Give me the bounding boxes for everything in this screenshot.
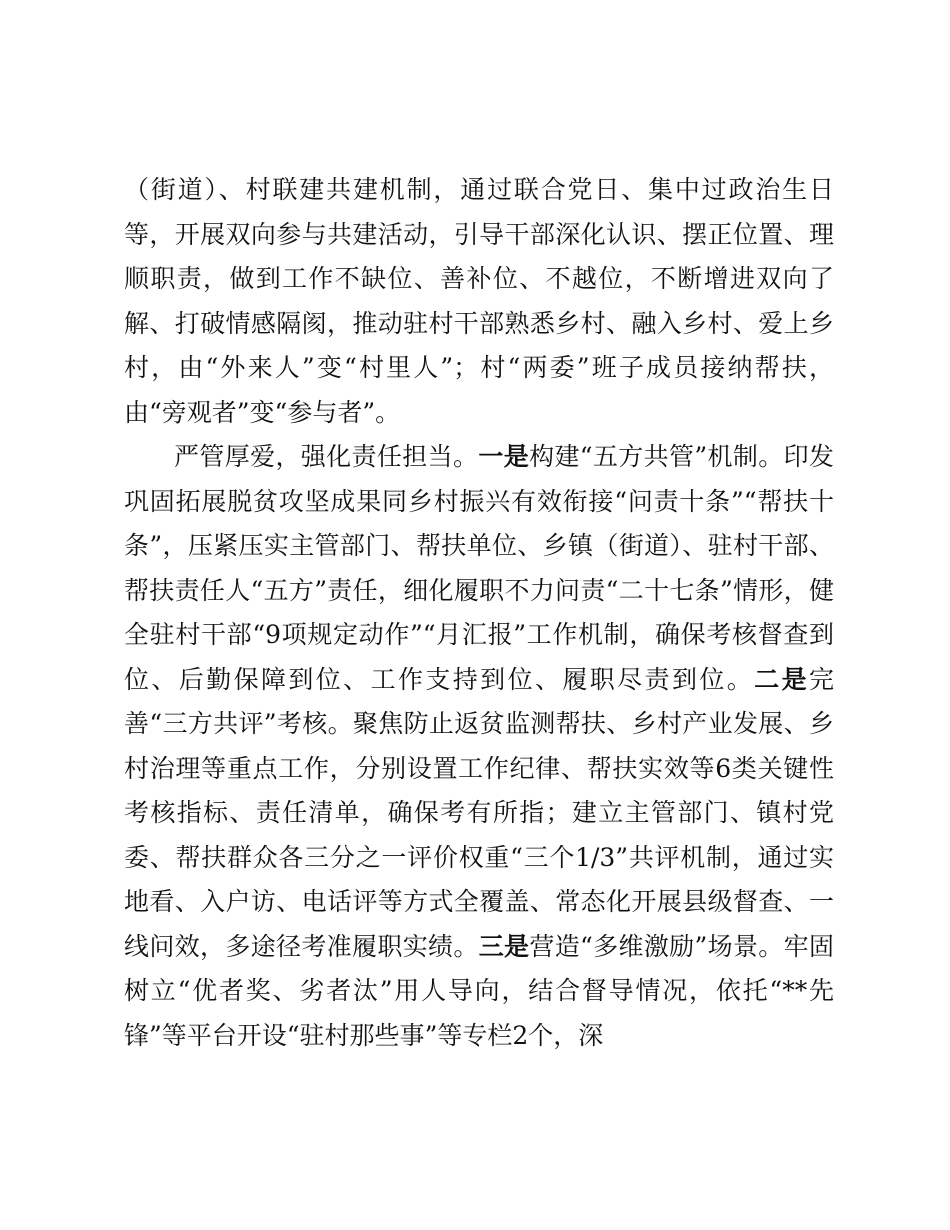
paragraph-2	[124, 435, 834, 1058]
paragraph-1	[124, 168, 834, 435]
lead-term-3: 三是	[478, 931, 530, 961]
paragraph-2-text-2: 完善“三方共评”考核。聚焦防止返贫监测帮扶、乡村产业发展、乡村治理等重点工作，分别设置工作纪律、帮扶实效等6类关键性考核指标、责任清单，确保考有所指；建立主管部门、镇村党委、帮扶群众各三分之一评价权重“三个1/3”共评机制，通过实地看、入户访、电话评等方式全覆盖、常态化开展县级督查、一线问效，多途径考准履职实绩。	[124, 664, 834, 961]
document-body	[124, 168, 834, 1058]
paragraph-2-text-1: 构建“五方共管”机制。印发巩固拓展脱贫攻坚成果同乡村振兴有效衔接“问责十条”“帮扶十条”，压紧压实主管部门、帮扶单位、乡镇（街道）、驻村干部、帮扶责任人“五方”责任，细化履职不力问责“二十七条”情形，健全驻村干部“9项规定动作”“月汇报”工作机制，确保考核督查到位、后勤保障到位、工作支持到位、履职尽责到位。	[124, 442, 834, 694]
lead-term-1: 一是	[478, 442, 530, 471]
paragraph-1-text: （街道）、村联建共建机制，通过联合党日、集中过政治生日等，开展双向参与共建活动，引导干部深化认识、摆正位置、理顺职责，做到工作不缺位、善补位、不越位，不断增进双向了解、打破情感隔阂，推动驻村干部熟悉乡村、融入乡村、爱上乡村，由“外来人”变“村里人”；村“两委”班子成员接纳帮扶，由“旁观者”变“参与者”。	[124, 175, 834, 427]
lead-term-2: 二是	[754, 664, 809, 694]
paragraph-2-text-3: 营造“多维激励”场景。牢固树立“优者奖、劣者汰”用人导向，结合督导情况，依托“**先锋”等平台开设“驻村那些事”等专栏2个，深	[124, 931, 834, 1050]
paragraph-2-heading: 严管厚爱，强化责任担当。	[174, 442, 479, 471]
